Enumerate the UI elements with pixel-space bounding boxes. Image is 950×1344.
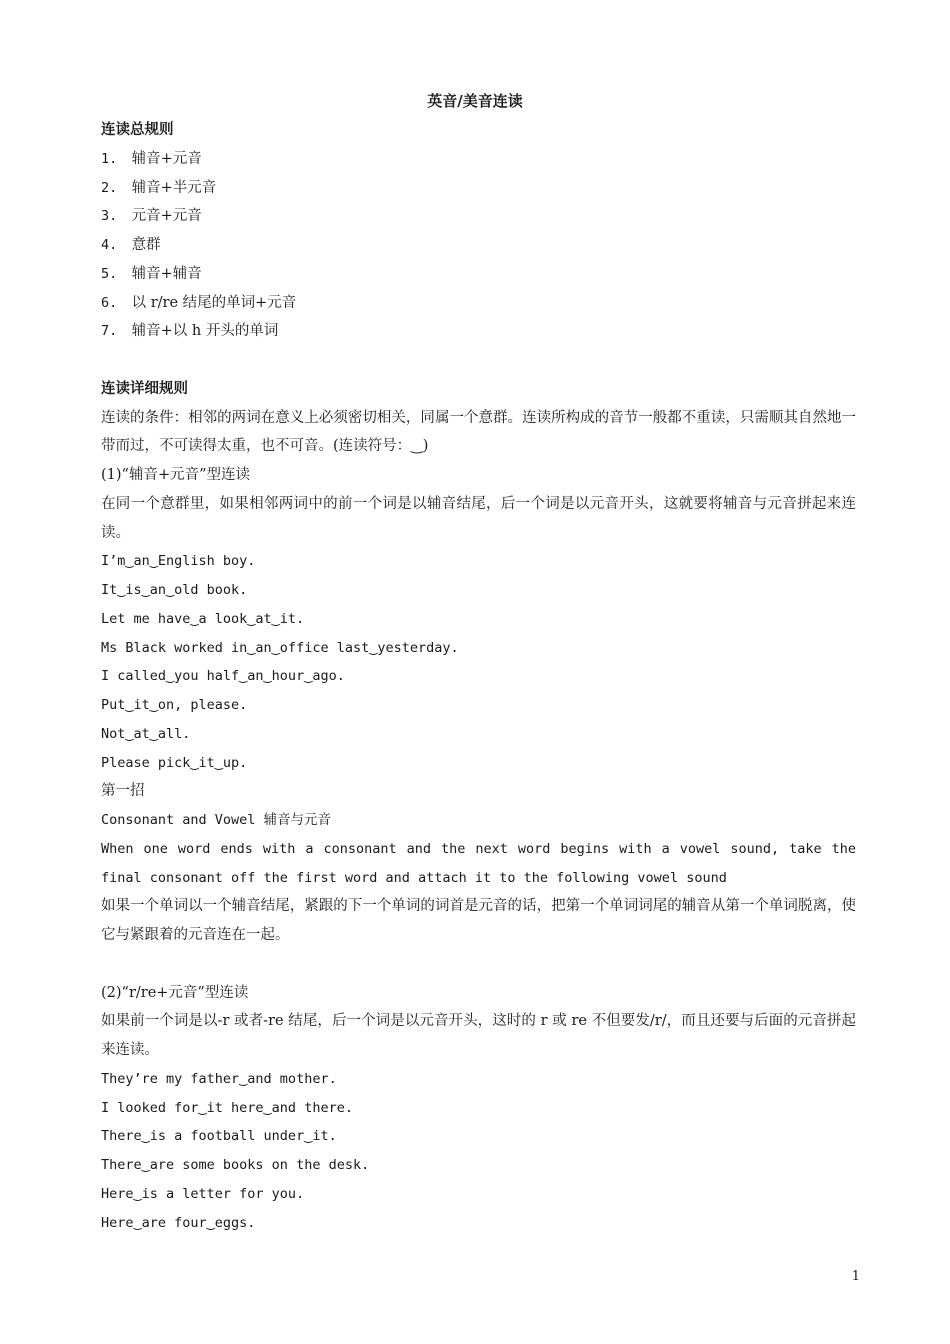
example-sentence: It‿is‿an‿old book. [101, 582, 248, 598]
spacer [101, 346, 856, 375]
detailed-rules-heading: 连读详细规则 [101, 379, 188, 397]
list-item: 7. 辅音+以 h 开头的单词 [101, 323, 279, 340]
tip-english: When one word ends with a consonant and the next word begins with a vowel sound, take the final consonant off the first word and attach it to the following vowel sound [101, 840, 856, 886]
section1-heading: (1)“辅音+元音”型连读 [101, 467, 251, 483]
page-title: 英音/美音连读 [427, 92, 523, 110]
example-sentence: Ms Black worked in‿an‿office last‿yesterday. [101, 639, 459, 656]
example-sentence: I looked for‿it here‿and there. [101, 1099, 353, 1116]
list-item: 4. 意群 [101, 237, 161, 253]
document-body [101, 116, 856, 1237]
general-rules-list [101, 145, 856, 346]
example-sentence: Here‿are four‿eggs. [101, 1214, 256, 1231]
general-rules-heading: 连读总规则 [101, 121, 174, 138]
example-sentence: I called‿you half‿an‿hour‿ago. [101, 668, 345, 685]
example-sentence: Not‿at‿all. [101, 725, 191, 742]
tip-chinese: 如果一个单词以一个辅音结尾，紧跟的下一个单词的词首是元音的话，把第一个单词词尾的辅音从第一个单词脱离，使它与紧跟着的元音连在一起。 [101, 898, 856, 943]
section2-examples [101, 1065, 856, 1238]
spacer [101, 950, 856, 979]
section1-explanation: 在同一个意群里，如果相邻两词中的前一个词是以辅音结尾，后一个词是以元音开头，这就要将辅音与元音拼起来连读。 [101, 495, 856, 541]
example-sentence: Here‿is a letter for you. [101, 1185, 305, 1202]
example-sentence: There‿is a football under‿it. [101, 1128, 337, 1145]
tip-title: Consonant and Vowel 辅音与元音 [101, 812, 332, 828]
list-item: 2. 辅音+半元音 [101, 179, 217, 196]
list-item: 6. 以 r/re 结尾的单词+元音 [101, 294, 297, 311]
example-sentence: Put‿it‿on, please. [101, 697, 248, 713]
section1-examples [101, 547, 856, 777]
section2-explanation: 如果前一个词是以-r 或者-re 结尾，后一个词是以元音开头，这时的 r 或 re 不但要发/r/，而且还要与后面的元音拼起来连读。 [101, 1013, 856, 1058]
example-sentence: There‿are some books on the desk. [101, 1157, 370, 1173]
example-sentence: Please pick‿it‿up. [101, 754, 248, 771]
list-item: 3. 元音+元音 [101, 208, 202, 225]
section2-heading: (2)“r/re+元音”型连读 [101, 984, 249, 1001]
tip-label: 第一招 [101, 783, 145, 800]
page-number: 1 [851, 1269, 860, 1284]
list-item: 5. 辅音+辅音 [101, 265, 202, 282]
example-sentence: I’m‿an‿English boy. [101, 553, 256, 570]
example-sentence: Let me have‿a look‿at‿it. [101, 610, 305, 627]
list-item: 1. 辅音+元音 [101, 150, 202, 167]
detailed-rules-intro: 连读的条件：相邻的两词在意义上必须密切相关，同属一个意群。连读所构成的音节一般都不重读，只需顺其自然地一带而过，不可读得太重，也不可音。(连读符号：‿) [101, 409, 856, 455]
example-sentence: They’re my father‿and mother. [101, 1070, 337, 1087]
